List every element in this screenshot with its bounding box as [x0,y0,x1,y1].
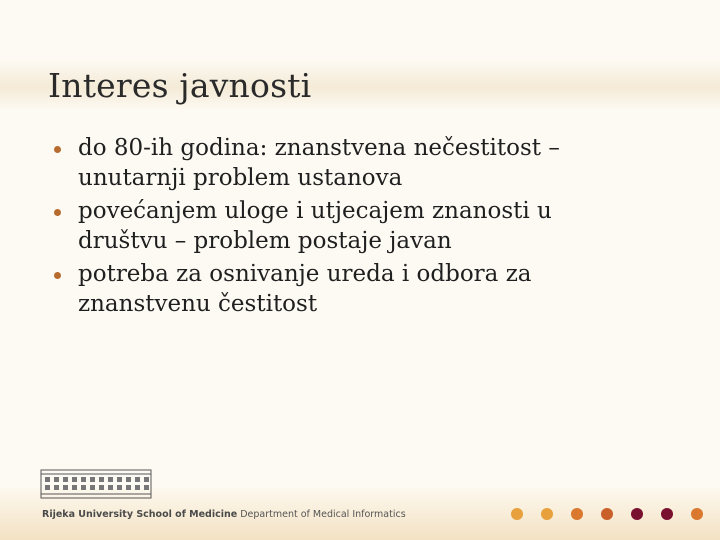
slide-title: Interes javnosti [48,66,312,105]
bullet-list [48,133,648,322]
decorative-dot-icon [631,508,643,520]
decorative-dot-icon [661,508,673,520]
bullet-line: znanstvenu čestitost [78,291,318,317]
footer-institution: Rijeka University School of Medicine [42,509,238,520]
bullet-item [48,133,648,193]
bullet-line: društvu – problem postaje javan [78,228,452,254]
decorative-dot-icon [691,508,703,520]
bullet-line: unutarnji problem ustanova [78,165,403,191]
bullet-line: potreba za osnivanje ureda i odbora za [78,261,532,287]
decorative-dot-icon [571,508,583,520]
bullet-marker-icon [54,272,61,279]
bullet-marker-icon [54,146,61,153]
footer-caption [42,509,406,520]
decorative-dot-icon [511,508,523,520]
bullet-line: povećanjem uloge i utjecajem znanosti u [78,198,552,224]
decorative-dot-icon [601,508,613,520]
bullet-marker-icon [54,209,61,216]
bullet-line: do 80-ih godina: znanstvena nečestitost – [78,135,560,161]
footer-department: Department of Medical Informatics [240,509,406,520]
bullet-item [48,259,648,319]
building-facade-icon [40,468,152,500]
decorative-dot-icon [541,508,553,520]
bullet-item [48,196,648,256]
